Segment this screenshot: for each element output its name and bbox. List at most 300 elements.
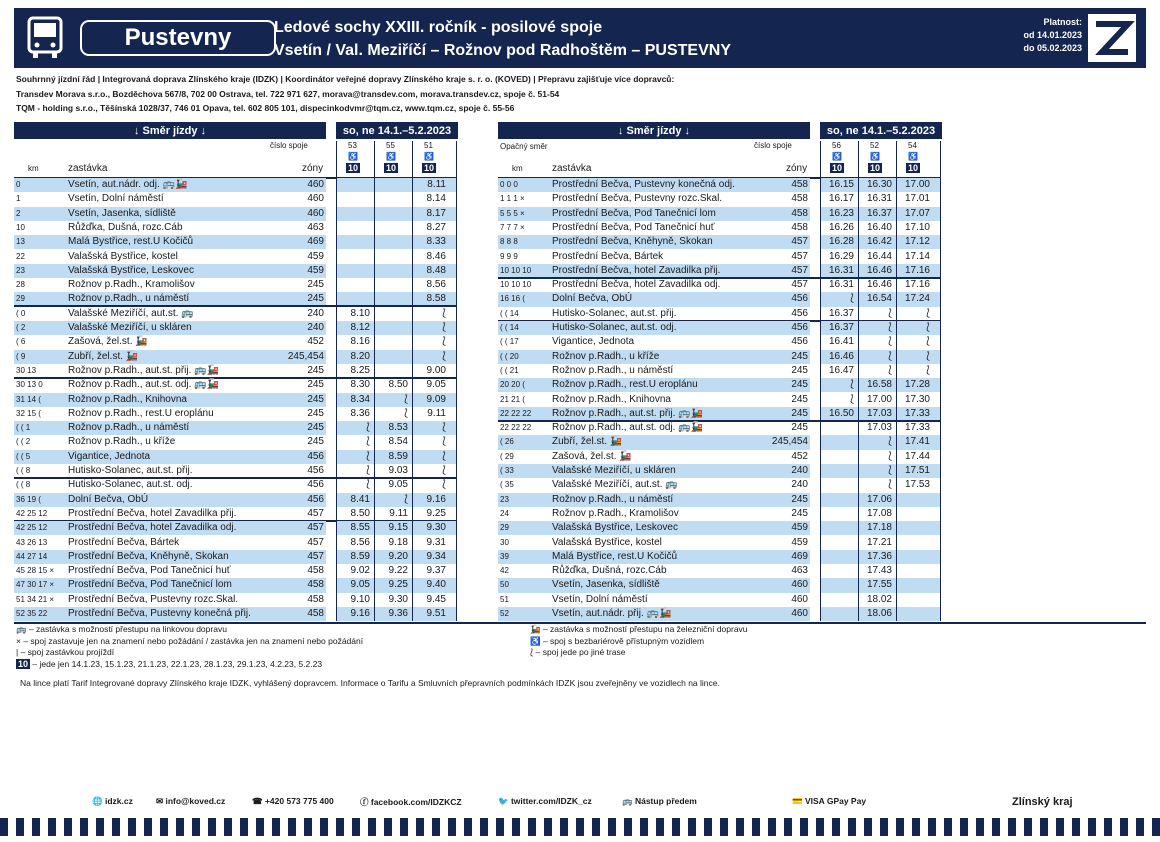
time: 16.54 xyxy=(866,293,892,305)
time: 16.46 xyxy=(866,279,892,291)
stop-name: Zašová, žel.st. 🚂 xyxy=(552,450,632,462)
table-row xyxy=(14,321,456,335)
zone: 458 xyxy=(791,179,808,190)
km: 1 1 1 × xyxy=(500,194,525,204)
web-link[interactable]: 🌐 idzk.cz xyxy=(92,796,133,806)
time: 18.06 xyxy=(866,608,892,619)
table-row xyxy=(498,364,940,378)
table-row xyxy=(498,578,940,592)
stop-label: zastávka xyxy=(552,163,592,174)
table-row xyxy=(498,207,940,221)
time: ⟅ xyxy=(442,479,446,491)
table-row xyxy=(14,178,456,192)
zone: 460 xyxy=(791,579,808,591)
time: 16.42 xyxy=(866,236,892,248)
km: 23 xyxy=(16,265,25,275)
stop-name: Dolní Bečva, ObÚ xyxy=(552,293,633,305)
km: 43 26 13 xyxy=(16,537,48,547)
km: 51 xyxy=(500,594,509,604)
time: ⟅ xyxy=(888,322,892,333)
time: 9.36 xyxy=(388,608,408,619)
stop-name: Rožnov p.Radh., Knihovna xyxy=(68,393,187,405)
stop-name: Dolní Bečva, ObÚ xyxy=(68,493,149,505)
table-row xyxy=(498,235,940,249)
zone: 456 xyxy=(791,336,808,348)
stop-name: Rožnov p.Radh., rest.U eroplánu xyxy=(552,379,698,391)
zone: 245 xyxy=(307,364,324,376)
km: 22 xyxy=(16,251,25,261)
zone: 245 xyxy=(307,279,324,291)
table-row xyxy=(498,192,940,206)
time: 8.48 xyxy=(426,264,446,276)
stop-name: Prostřední Bečva, Kněhyně, Skokan xyxy=(552,236,713,248)
table-row xyxy=(14,378,456,392)
table-row xyxy=(14,393,456,407)
zone: 458 xyxy=(307,565,324,577)
time: ⟅ xyxy=(442,422,446,434)
zone: 460 xyxy=(307,193,324,205)
time: ⟅ xyxy=(404,407,408,419)
wheelchair-icon: ♿ xyxy=(870,152,880,161)
time: ⟅ xyxy=(888,336,892,348)
table-row xyxy=(498,321,940,335)
stop-name: Vigantice, Jednota xyxy=(552,336,635,348)
table-row xyxy=(498,593,940,607)
table-row xyxy=(498,278,940,292)
time: ⟅ xyxy=(888,436,892,448)
stop-name: Valašská Bystřice, kostel xyxy=(552,536,662,548)
time: 9.18 xyxy=(388,536,408,548)
wheelchair-icon: ♿ xyxy=(386,152,396,161)
time: 9.11 xyxy=(427,407,446,419)
time: 17.16 xyxy=(904,264,930,276)
zone: 457 xyxy=(307,536,324,548)
table-row xyxy=(14,578,456,592)
km: ( ( 20 xyxy=(500,351,519,361)
time: 8.50 xyxy=(388,379,408,391)
stop-name: Hutisko-Solanec, aut.st. odj. xyxy=(68,479,193,491)
zone: 463 xyxy=(307,221,324,233)
time: 8.16 xyxy=(350,336,370,348)
stop-name: Zubří, žel.st. 🚂 xyxy=(68,350,139,362)
km: ( ( 1 xyxy=(16,423,31,433)
km: 47 30 17 × xyxy=(16,580,55,590)
table-row xyxy=(14,207,456,221)
wheelchair-icon: ♿ xyxy=(832,152,842,161)
time: 18.02 xyxy=(866,593,892,605)
twitter-link[interactable]: 🐦 twitter.com/IDZK_cz xyxy=(498,796,592,806)
table-row xyxy=(498,350,940,364)
table-row xyxy=(498,421,940,435)
table-row xyxy=(14,536,456,550)
stop-name: Rožnov p.Radh., u kříže xyxy=(552,350,660,362)
km: 52 35 22 xyxy=(16,609,48,618)
table-row xyxy=(498,507,940,521)
stop-name: Valašská Bystřice, kostel xyxy=(68,250,178,262)
km: ( 9 xyxy=(16,351,26,361)
validity: Platnost: od 14.01.2023 do 05.02.2023 xyxy=(1023,17,1082,53)
time: 8.30 xyxy=(350,379,370,391)
km: ( ( 5 xyxy=(16,451,31,461)
payment-icons: 💳 VISA GPay Pay xyxy=(792,796,867,806)
bottom-stripe xyxy=(0,818,1160,836)
stop-name: Rožnov p.Radh., rest.U eroplánu xyxy=(68,407,214,419)
time: 9.34 xyxy=(426,550,446,562)
time: 9.11 xyxy=(389,507,408,519)
stop-name: Prostřední Bečva, Kněhyně, Skokan xyxy=(68,550,229,562)
stop-name: Rožnov p.Radh., Knihovna xyxy=(552,393,671,405)
email-link[interactable]: ✉ info@koved.cz xyxy=(156,796,226,806)
zone: 245,454 xyxy=(771,436,808,448)
time: 8.56 xyxy=(350,536,370,548)
zone: 452 xyxy=(791,450,808,462)
time: 17.00 xyxy=(904,179,930,190)
zone: 456 xyxy=(791,322,808,333)
time: ⟅ xyxy=(926,307,930,319)
table-row xyxy=(498,464,940,478)
time: 8.41 xyxy=(350,493,370,505)
stop-name: Prostřední Bečva, Pod Tanečnicí huť xyxy=(552,221,715,233)
time: 16.47 xyxy=(828,364,854,376)
zone: 245 xyxy=(307,407,324,419)
stop-name: Vsetín, Jasenka, sídliště xyxy=(68,207,176,219)
km: 28 xyxy=(16,280,25,290)
time: ⟅ xyxy=(888,450,892,462)
km: 42 25 12 xyxy=(16,508,48,518)
table-row xyxy=(14,607,456,621)
km: 31 14 ( xyxy=(16,394,41,404)
opposite-label: Opačný směr xyxy=(500,142,548,151)
stop-name: Rožnov p.Radh., u kříže xyxy=(68,436,176,448)
zone: 458 xyxy=(791,221,808,233)
stop-name: Rožnov p.Radh., aut.st. přij. 🚌🚂 xyxy=(68,364,220,376)
zone: 460 xyxy=(307,207,324,219)
time: 17.53 xyxy=(904,479,930,491)
zone: 245 xyxy=(791,493,808,505)
km: 13 xyxy=(16,237,25,247)
stop-name: Zašová, žel.st. 🚂 xyxy=(68,336,148,348)
km: 1 xyxy=(16,194,21,204)
zone: 457 xyxy=(791,264,808,276)
zone: 240 xyxy=(791,479,808,491)
zone-label: zóny xyxy=(302,163,324,174)
time: 17.18 xyxy=(866,522,892,534)
km-label: km xyxy=(28,164,39,173)
stop-name: Rožnov p.Radh., aut.st. odj. 🚌🚂 xyxy=(68,379,220,391)
stop-name: Valašská Bystřice, Leskovec xyxy=(68,264,194,276)
stop-name: Prostřední Bečva, Pod Tanečnicí lom xyxy=(552,207,716,219)
stop-name: Prostřední Bečva, Pustevny rozc.Skal. xyxy=(68,593,239,605)
zone: 245 xyxy=(791,364,808,376)
time: 16.31 xyxy=(828,279,854,291)
zone: 245 xyxy=(307,436,324,448)
stop-name: Prostřední Bečva, Pustevny konečná odj. xyxy=(552,179,735,190)
table-row xyxy=(14,307,456,321)
time: 16.58 xyxy=(866,379,892,391)
stop-name: Růžďka, Dušná, rozc.Cáb xyxy=(552,565,667,577)
time: ⟅ xyxy=(404,393,408,405)
km: 23 xyxy=(500,494,509,504)
zone: 452 xyxy=(307,336,324,348)
time: 9.16 xyxy=(426,493,446,505)
time: ⟅ xyxy=(926,322,930,333)
time: 17.06 xyxy=(866,493,892,505)
time: 8.54 xyxy=(388,436,408,448)
trip-number: 52 xyxy=(870,141,879,150)
time: 8.50 xyxy=(350,507,370,519)
time: 9.03 xyxy=(388,465,408,476)
table-row xyxy=(14,450,456,464)
zone: 459 xyxy=(791,522,808,534)
table-row xyxy=(498,292,940,306)
km: ( 35 xyxy=(500,480,514,490)
stop-name: Rožnov p.Radh., u náměstí xyxy=(552,364,674,376)
zone: 458 xyxy=(791,193,808,205)
time: ⟅ xyxy=(888,465,892,476)
zlin-region-logo: Zlínský kraj xyxy=(1012,796,1073,808)
stop-name: Hutisko-Solanec, aut.st. přij. xyxy=(552,307,677,319)
km: ( ( 17 xyxy=(500,337,519,347)
table-row xyxy=(14,278,456,292)
km: 16 16 ( xyxy=(500,294,525,304)
zone: 457 xyxy=(791,236,808,248)
stop-name: Prostřední Bečva, hotel Zavadilka odj. xyxy=(68,522,237,534)
table-row xyxy=(498,435,940,449)
km: 44 27 14 xyxy=(16,551,48,561)
time: ⟅ xyxy=(442,436,446,448)
time: ⟅ xyxy=(404,493,408,505)
time: 9.10 xyxy=(350,593,370,605)
table-row xyxy=(14,235,456,249)
zone: 245 xyxy=(791,393,808,405)
time: 9.15 xyxy=(388,522,408,534)
time: 8.27 xyxy=(426,221,446,233)
km: ( ( 8 xyxy=(16,480,31,490)
ten-marker: 10 xyxy=(424,163,435,173)
km: ( ( 21 xyxy=(500,365,519,375)
stop-name: Prostřední Bečva, Pod Tanečnicí huť xyxy=(68,565,231,577)
table-row xyxy=(498,564,940,578)
time: 8.10 xyxy=(350,307,370,319)
stop-name: Rožnov p.Radh., u náměstí xyxy=(68,293,190,305)
table-row xyxy=(14,421,456,435)
time: 8.59 xyxy=(388,450,408,462)
time: 16.30 xyxy=(866,179,892,190)
time: 16.17 xyxy=(828,193,854,205)
time: 9.37 xyxy=(426,565,446,577)
ten-marker: 10 xyxy=(870,163,881,173)
trip-number: 51 xyxy=(424,141,433,150)
direction-header: ↓ Směr jízdy ↓ xyxy=(498,122,810,139)
km: 5 5 5 × xyxy=(500,208,525,218)
time: 9.02 xyxy=(350,565,370,577)
zone: 457 xyxy=(791,279,808,291)
km: ( 2 xyxy=(16,323,26,332)
time: 16.44 xyxy=(866,250,892,262)
time: 16.40 xyxy=(866,221,892,233)
stop-name: Hutisko-Solanec, aut.st. odj. xyxy=(552,322,677,333)
time: 16.50 xyxy=(828,407,854,419)
time: 16.37 xyxy=(866,207,892,219)
table-row xyxy=(498,607,940,621)
time: ⟅ xyxy=(442,465,446,476)
operator-info: Souhrnný jízdní řád | Integrovaná doprava Zlínského kraje (IDZK) | Koordinátor veřejné dopravy Zlínského kraje s. r. o. (KOVED) | Přepravu zajišťuje více dopravců: Transdev Morava s.r.o., Bozděchova 567/8, 702 00 Ostrava, tel. 722 971 627, morava@transdev.com, morava.transdev.cz, spoje č. 51-54 TQM - holding s.r.o., Těšínská 1028/37, 746 01 Opava, tel. 602 805 101, dispecinkodvmr@tqm.cz, www.tqm.cz, spoje č. 55-56 xyxy=(16,74,675,113)
legend-left: 🚌 – zastávka s možností přestupu na linkovou dopravu × – spoj zastavuje jen na znamení nebo požádání / zastávka jen na znamení nebo požádání | – spoj zastávkou projíždí 10 – jede jen 14.1.23, 15.1.23, 21.1.23, 22.1.23, 28.1.23, 29.1.23, 4.2.23, 5.2.23 xyxy=(16,624,364,669)
time: 16.15 xyxy=(828,179,854,190)
km: 42 xyxy=(500,566,509,576)
wheelchair-icon: ♿ xyxy=(908,152,918,161)
stop-name: Valašská Bystřice, Leskovec xyxy=(552,522,678,534)
zone: 469 xyxy=(791,550,808,562)
bus-icon xyxy=(26,16,64,60)
stop-name: Vsetín, Dolní náměstí xyxy=(68,193,164,205)
time: 17.01 xyxy=(904,193,930,205)
time: ⟅ xyxy=(366,465,370,476)
time: 17.36 xyxy=(866,550,892,562)
table-row xyxy=(498,493,940,507)
time: 9.20 xyxy=(388,550,408,562)
km: 9 9 9 xyxy=(500,251,518,261)
table-row xyxy=(14,192,456,206)
zone: 463 xyxy=(791,565,808,577)
zone: 459 xyxy=(307,250,324,262)
time: 8.46 xyxy=(426,250,446,262)
time: 17.16 xyxy=(904,279,930,291)
time: ⟅ xyxy=(366,450,370,462)
stop-name: Malá Bystřice, rest.U Kočičů xyxy=(68,236,194,248)
km: 32 15 ( xyxy=(16,408,41,418)
wheelchair-icon: ♿ xyxy=(348,152,358,161)
zone: 457 xyxy=(791,250,808,262)
time: 9.31 xyxy=(426,536,446,548)
stop-name: Rožnov p.Radh., u náměstí xyxy=(552,493,674,505)
time: 8.25 xyxy=(350,364,370,376)
time: 17.21 xyxy=(866,536,892,548)
table-row xyxy=(498,335,940,349)
trip-label: číslo spoje xyxy=(754,141,792,150)
time: 16.28 xyxy=(828,236,854,248)
zone: 458 xyxy=(307,593,324,605)
trip-label: číslo spoje xyxy=(270,141,308,150)
zone: 458 xyxy=(307,579,324,591)
time: 8.12 xyxy=(350,322,370,333)
time: 8.55 xyxy=(350,522,370,534)
time: 17.24 xyxy=(904,293,930,305)
stop-name: Růžďka, Dušná, rozc.Cáb xyxy=(68,221,183,233)
time: ⟅ xyxy=(366,436,370,448)
header-bar xyxy=(14,8,1146,68)
time: ⟅ xyxy=(926,350,930,362)
stop-name: Prostřední Bečva, hotel Zavadilka odj. xyxy=(552,279,721,291)
zone: 456 xyxy=(307,465,324,476)
stop-name: Valašské Meziříčí, u skláren xyxy=(68,322,192,333)
zone: 457 xyxy=(307,550,324,562)
km: 20 20 ( xyxy=(500,380,525,390)
stop-label: zastávka xyxy=(68,163,108,174)
zone: 456 xyxy=(791,293,808,305)
table-row xyxy=(14,478,456,492)
stop-name: Prostřední Bečva, hotel Zavadilka přij. xyxy=(552,264,721,276)
stop-name: Valašské Meziříčí, aut.st. 🚌 xyxy=(552,479,678,491)
ten-marker: 10 xyxy=(348,163,359,173)
km: 51 34 21 × xyxy=(16,594,55,604)
km: 0 xyxy=(16,180,21,189)
km: 45 28 15 × xyxy=(16,566,55,576)
time: 16.29 xyxy=(828,250,854,262)
time: 17.07 xyxy=(904,207,930,219)
phone-link[interactable]: ☎ +420 573 775 400 xyxy=(252,796,334,806)
time: 8.59 xyxy=(350,550,370,562)
time: 8.17 xyxy=(426,207,446,219)
time: 17.55 xyxy=(866,579,892,591)
stop-name: Valašské Meziříčí, aut.st. 🚌 xyxy=(68,307,194,319)
time: ⟅ xyxy=(888,364,892,376)
time: 16.37 xyxy=(828,307,854,319)
table-row xyxy=(498,550,940,564)
time: 9.05 xyxy=(350,579,370,591)
zone: 460 xyxy=(791,593,808,605)
zone: 460 xyxy=(307,179,324,190)
time: 9.05 xyxy=(426,379,446,391)
km: ( 0 xyxy=(16,308,26,318)
km: 39 xyxy=(500,551,509,561)
zone: 457 xyxy=(307,522,324,534)
zone-label: zóny xyxy=(786,163,808,174)
zone: 240 xyxy=(307,322,324,333)
time: ⟅ xyxy=(850,293,854,305)
direction-header: ↓ Směr jízdy ↓ xyxy=(14,122,326,139)
table-row xyxy=(498,521,940,535)
km: 30 xyxy=(500,537,509,547)
km: 10 10 10 xyxy=(500,280,532,290)
time: 9.40 xyxy=(426,579,446,591)
time: 8.36 xyxy=(350,407,370,419)
km: ( 33 xyxy=(500,466,514,475)
tariff-note: Na lince platí Tarif Integrované dopravy Zlínského kraje IDZK, vyhlášený dopravcem. Informace o Tarifu a Smluvních přepravních podmínkách IDZK jsou zveřejněny ve vozidlech na lince. xyxy=(20,678,720,688)
time: 9.45 xyxy=(426,593,446,605)
km: 52 xyxy=(500,609,509,618)
time: 8.53 xyxy=(388,422,408,434)
table-row xyxy=(14,550,456,564)
facebook-link[interactable]: ⓕ facebook.com/IDZKCZ xyxy=(360,797,462,807)
time: 8.34 xyxy=(350,393,370,405)
zone: 457 xyxy=(307,507,324,519)
stop-name: Vsetín, aut.nádr. odj. 🚌🚂 xyxy=(68,179,188,190)
table-row xyxy=(14,435,456,449)
time: 17.10 xyxy=(904,221,930,233)
time: 17.33 xyxy=(904,407,930,419)
trip-number: 56 xyxy=(832,141,841,150)
zone: 245 xyxy=(307,379,324,391)
km: ( ( 8 xyxy=(16,466,31,475)
zone: 456 xyxy=(307,479,324,491)
zone: 245 xyxy=(791,407,808,419)
time: 17.03 xyxy=(866,422,892,434)
km: 29 xyxy=(16,294,25,304)
zone: 456 xyxy=(307,450,324,462)
zone: 245 xyxy=(791,422,808,434)
time: 17.28 xyxy=(904,379,930,391)
zone: 458 xyxy=(791,207,808,219)
table-row xyxy=(498,478,940,492)
table-row xyxy=(14,493,456,507)
time: 17.30 xyxy=(904,393,930,405)
time: ⟅ xyxy=(442,450,446,462)
time: ⟅ xyxy=(442,307,446,319)
stop-name: Vsetín, Dolní náměstí xyxy=(552,593,648,605)
zone: 460 xyxy=(791,608,808,619)
time: 17.00 xyxy=(866,393,892,405)
